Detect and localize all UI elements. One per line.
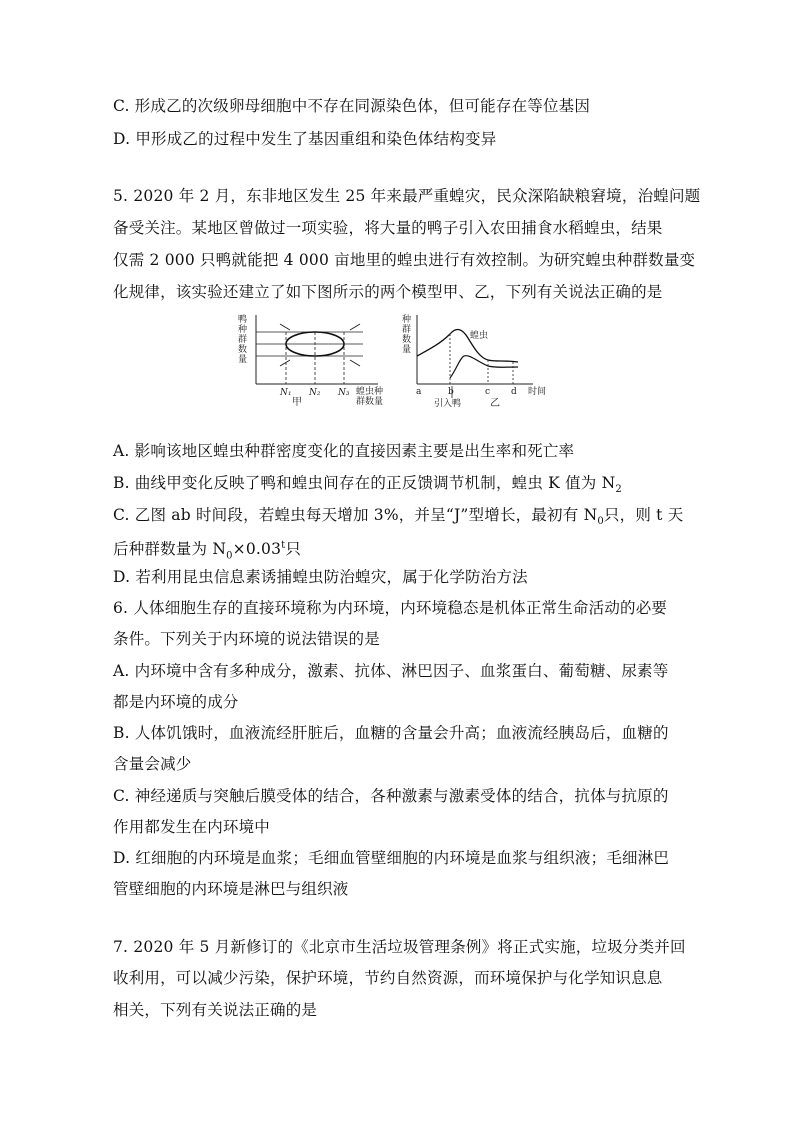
q6-option-c-line-1: C. 神经递质与突触后膜受体的结合，各种激素与激素受体的结合，抗体与抗原的 — [113, 787, 669, 805]
jia-caption: 甲 — [292, 397, 302, 408]
q5-option-c2-text: 后种群数量为 N — [113, 540, 227, 559]
q7-stem-line-1: 7. 2020 年 5 月新修订的《北京市生活垃圾管理条例》将正式实施，垃圾分类并回 — [113, 938, 686, 956]
q5-stem-line-4: 化规律，该实验还建立了如下图所示的两个模型甲、乙，下列有关说法正确的是 — [113, 283, 663, 301]
q5-stem-line-1: 5. 2020 年 2 月，东非地区发生 25 年来最严重蝗灾，民众深陷缺粮窘境，治蝗问题 — [113, 187, 701, 205]
chart-yi — [402, 313, 546, 409]
q6-option-b-line-1: B. 人体饥饿时，血液流经肝脏后，血糖的含量会升高；血液流经胰岛后，血糖的 — [113, 724, 669, 742]
q5-option-c2-mid: ×0.03 — [232, 540, 282, 559]
yi-ylabel-4: 量 — [402, 345, 412, 355]
q6-option-d-line-1: D. 红细胞的内环境是血浆；毛细血管壁细胞的内环境是血浆与组织液；毛细淋巴 — [113, 849, 670, 867]
q5-option-c2-sub: 0 — [226, 550, 233, 562]
yi-curve-label: 蝗虫 — [470, 331, 489, 341]
jia-ylabel-1: 鸭 — [238, 315, 248, 325]
q5-figure — [228, 310, 568, 410]
q4-option-d: D. 甲形成乙的过程中发生了基因重组和染色体结构变异 — [113, 130, 497, 148]
q6-option-d-line-2: 管壁细胞的内环境是淋巴与组织液 — [113, 880, 349, 898]
yi-ylabel-3: 数 — [402, 335, 412, 345]
q4-option-c: C. 形成乙的次级卵母细胞中不存在同源染色体，但可能存在等位基因 — [113, 97, 591, 115]
jia-tick-n3: N₃ — [338, 388, 350, 398]
yi-caption: 乙 — [490, 398, 500, 409]
q6-option-a-line-2: 都是内环境的成分 — [113, 693, 239, 711]
q7-stem-line-3: 相关，下列有关说法正确的是 — [113, 1001, 318, 1019]
q5-stem-line-3: 仅需 2 000 只鸭就能把 4 000 亩地里的蝗虫进行有效控制。为研究蝗虫种群数量变 — [113, 251, 696, 269]
yi-tick-b: b — [448, 387, 454, 397]
q5-option-b-text: B. 曲线甲变化反映了鸭和蝗虫间存在的正反馈调节机制，蝗虫 K 值为 N — [113, 474, 616, 492]
q5-option-c2-sup: t — [281, 540, 286, 551]
q5-option-b-sub: 2 — [615, 484, 622, 496]
q5-option-c — [113, 505, 688, 532]
q5-option-a: A. 影响该地区蝗虫种群密度变化的直接因素主要是出生率和死亡率 — [113, 442, 575, 460]
q7-stem-line-2: 收利用，可以减少污染，保护环境，节约自然资源，而环境保护与化学知识息息 — [113, 969, 663, 987]
yi-xlabel: 时间 — [528, 387, 547, 397]
yi-tick-a: a — [416, 387, 422, 397]
jia-ylabel-3: 群 — [238, 335, 248, 345]
q5-option-b — [113, 473, 688, 500]
q6-option-a-line-1: A. 内环境中含有多种成分，激素、抗体、淋巴因子、血浆蛋白、葡萄糖、尿素等 — [113, 662, 669, 680]
yi-tick-d: d — [511, 387, 517, 397]
q5-option-c-sub: 0 — [597, 516, 604, 528]
q5-option-c-line-2 — [113, 536, 688, 566]
jia-ylabel-4: 数 — [238, 345, 248, 355]
q5-stem-line-2: 备受关注。某地区曾做过一项实验，将大量的鸭子引入农田捕食水稻蝗虫，结果 — [113, 219, 663, 237]
yi-tick-c: c — [485, 387, 491, 397]
jia-tick-n2: N₂ — [309, 388, 321, 398]
q5-option-c-tail: 只，则 t 天 — [603, 506, 684, 524]
q5-option-c2-end: 只 — [285, 540, 302, 559]
q6-option-b-line-2: 含量会减少 — [113, 755, 192, 773]
yi-ylabel-1: 种 — [402, 315, 412, 325]
yi-ylabel-2: 群 — [402, 325, 412, 335]
q5-option-c-text: C. 乙图 ab 时间段，若蝗虫每天增加 3%，并呈“J”型增长，最初有 N — [113, 506, 598, 524]
q6-option-c-line-2: 作用都发生在内环境中 — [113, 818, 271, 836]
q5-option-d: D. 若利用昆虫信息素诱捕蝗虫防治蝗灾，属于化学防治方法 — [113, 568, 528, 586]
chart-jia — [238, 313, 383, 408]
jia-ylabel-5: 量 — [238, 355, 248, 365]
jia-xlabel-1: 蝗虫种 — [356, 387, 384, 397]
q6-stem-line-2: 条件。下列关于内环境的说法错误的是 — [113, 630, 380, 648]
jia-xlabel-2: 群数量 — [356, 397, 384, 407]
q6-stem-line-1: 6. 人体细胞生存的直接环境称为内环境，内环境稳态是机体正常生命活动的必要 — [113, 599, 668, 617]
jia-ylabel-2: 种 — [238, 325, 248, 335]
q5-figure-svg — [228, 310, 568, 410]
yi-note: 引入鸭 — [434, 399, 462, 409]
jia-tick-n1: N₁ — [280, 388, 292, 398]
